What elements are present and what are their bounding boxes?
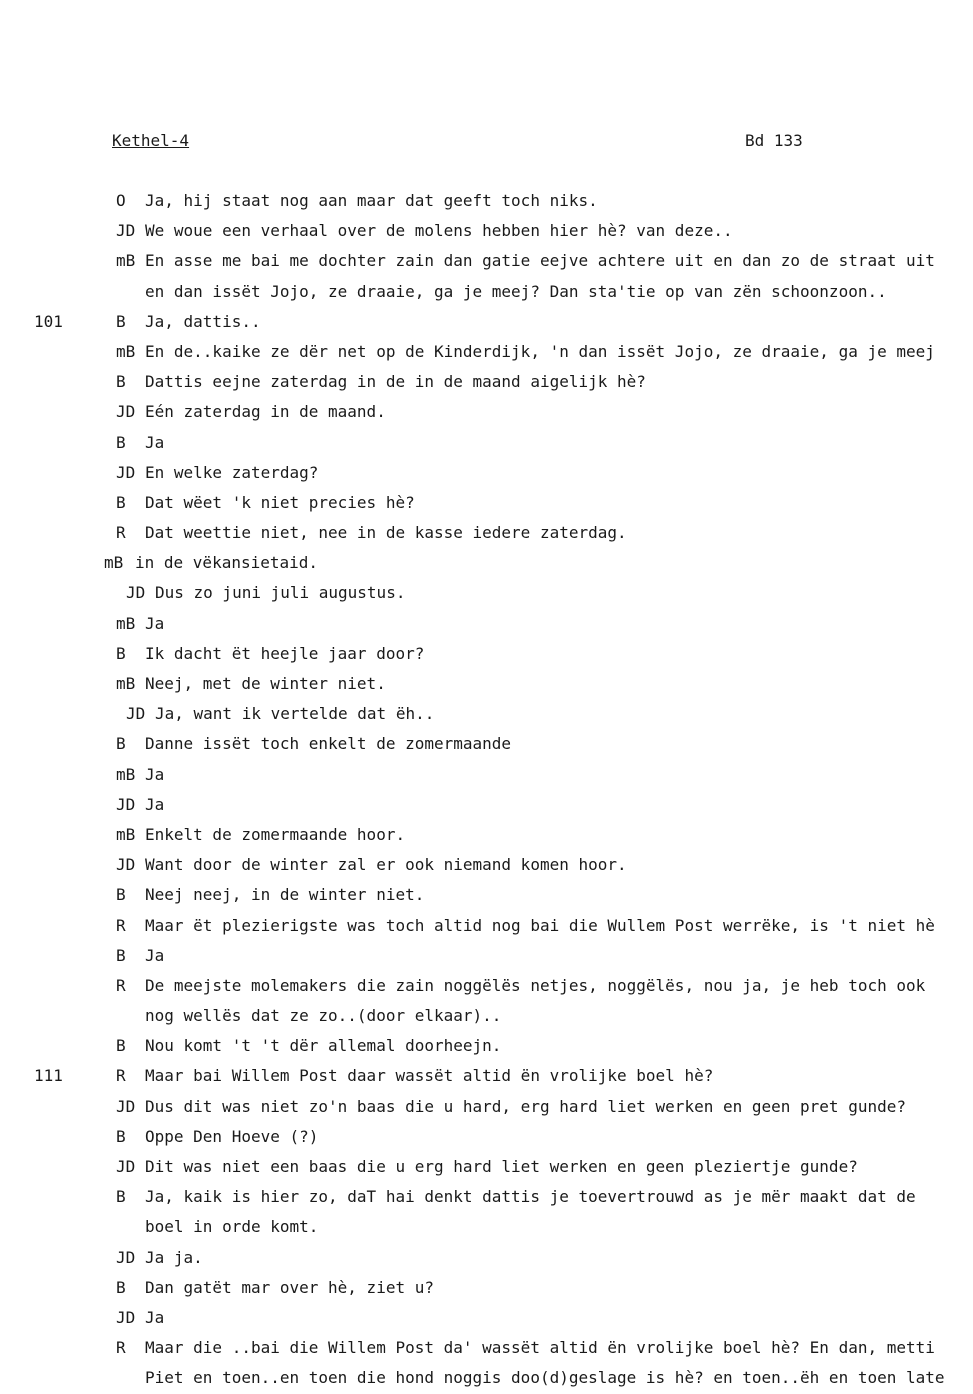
transcript-line bbox=[0, 401, 973, 431]
transcript-line bbox=[0, 703, 973, 733]
utterance-text: Maar die ..bai die Willem Post da' wassët altid ën vrolijke boel hè? En dan, metti bbox=[145, 1338, 935, 1358]
utterance-text: Ja bbox=[145, 613, 165, 633]
transcript-line bbox=[0, 1277, 973, 1307]
transcript-line bbox=[0, 975, 973, 1005]
speaker-label: B bbox=[116, 1277, 126, 1297]
utterance-text: en dan issët Jojo, ze draaie, ga je meej? Dan sta'tie op van zën schoonzoon.. bbox=[145, 281, 887, 301]
utterance-text: Ja, hij staat nog aan maar dat geeft toch niks. bbox=[145, 191, 598, 210]
transcript-line bbox=[0, 190, 973, 220]
speaker-label: mB bbox=[116, 251, 136, 271]
transcript-line bbox=[0, 1035, 973, 1065]
speaker-label: JD bbox=[116, 221, 136, 241]
utterance-text: Dit was niet een baas die u erg hard liet werken en geen pleziertje gunde? bbox=[145, 1157, 858, 1176]
utterance-text: Ja, dattis.. bbox=[145, 311, 261, 331]
speaker-label: B bbox=[116, 432, 126, 452]
speaker-label: JD bbox=[116, 1157, 136, 1176]
speaker-label: mB bbox=[116, 341, 136, 361]
speaker-label: O bbox=[116, 191, 126, 210]
transcript-line bbox=[0, 794, 973, 824]
transcript-line bbox=[0, 1005, 973, 1035]
transcript-line bbox=[0, 1096, 973, 1126]
speaker-label: mB bbox=[116, 764, 136, 784]
speaker-label: R bbox=[116, 975, 126, 995]
transcript-line bbox=[0, 1216, 973, 1246]
utterance-text: We woue een verhaal over de molens hebben hier hè? van deze.. bbox=[145, 221, 733, 241]
utterance-text: Neej neej, in de winter niet. bbox=[145, 885, 425, 905]
transcript-body bbox=[0, 190, 973, 1394]
transcript-line bbox=[0, 915, 973, 945]
transcript-line bbox=[0, 281, 973, 311]
transcript-line bbox=[0, 733, 973, 763]
utterance-text: Neej, met de winter niet. bbox=[145, 674, 386, 693]
utterance-text: Dus zo juni juli augustus. bbox=[155, 583, 406, 603]
utterance-text: Dat wëet 'k niet precies hè? bbox=[145, 492, 415, 512]
utterance-text: Ja ja. bbox=[145, 1247, 203, 1267]
speaker-label: JD bbox=[126, 583, 146, 603]
utterance-text: nog wellës dat ze zo..(door elkaar).. bbox=[145, 1006, 502, 1026]
page-reference: Bd 133 bbox=[745, 131, 803, 150]
utterance-text: De meejste molemakers die zain noggëlës netjes, noggëlës, nou ja, je heb toch ook bbox=[145, 975, 926, 995]
speaker-label: R bbox=[116, 523, 126, 543]
speaker-label: mB bbox=[104, 553, 124, 573]
transcript-line bbox=[0, 582, 973, 612]
speaker-label: mB bbox=[116, 674, 136, 693]
utterance-text: Oppe Den Hoeve (?) bbox=[145, 1126, 319, 1146]
speaker-label: R bbox=[116, 915, 126, 935]
transcript-line bbox=[0, 371, 973, 401]
speaker-label: mB bbox=[116, 613, 136, 633]
speaker-label: JD bbox=[116, 1096, 136, 1116]
utterance-text: Want door de winter zal er ook niemand komen hoor. bbox=[145, 855, 627, 875]
utterance-text: Dattis eejne zaterdag in de in de maand aigelijk hè? bbox=[145, 372, 646, 392]
speaker-label: JD bbox=[116, 1307, 136, 1327]
transcript-line bbox=[0, 854, 973, 884]
line-number: 101 bbox=[34, 311, 63, 331]
transcript-line bbox=[0, 1337, 973, 1367]
utterance-text: Maar bai Willem Post daar wassët altid ën vrolijke boel hè? bbox=[145, 1066, 714, 1086]
utterance-text: Enkelt de zomermaande hoor. bbox=[145, 824, 406, 844]
speaker-label: B bbox=[116, 643, 126, 663]
transcript-line bbox=[0, 492, 973, 522]
utterance-text: in de vëkansietaid. bbox=[135, 553, 319, 573]
utterance-text: Eén zaterdag in de maand. bbox=[145, 402, 386, 422]
speaker-label: JD bbox=[116, 794, 136, 814]
transcript-line bbox=[0, 522, 973, 552]
transcript-line bbox=[0, 643, 973, 673]
transcript-line bbox=[0, 1247, 973, 1277]
utterance-text: Ik dacht ët heejle jaar door? bbox=[145, 643, 425, 663]
utterance-text: Ja bbox=[145, 794, 165, 814]
utterance-text: Ja, want ik vertelde dat ëh.. bbox=[155, 704, 435, 724]
transcript-line bbox=[0, 250, 973, 280]
transcript-line bbox=[0, 341, 973, 371]
utterance-text: Ja bbox=[145, 945, 165, 965]
speaker-label: B bbox=[116, 492, 126, 512]
transcript-line bbox=[0, 1307, 973, 1337]
speaker-label: R bbox=[116, 1338, 126, 1358]
speaker-label: mB bbox=[116, 824, 136, 844]
transcript-line bbox=[0, 945, 973, 975]
speaker-label: B bbox=[116, 1126, 126, 1146]
speaker-label: B bbox=[116, 734, 126, 754]
document-title: Kethel-4 bbox=[112, 131, 190, 150]
transcript-line bbox=[0, 824, 973, 854]
utterance-text: Ja, kaik is hier zo, daT hai denkt dattis je toevertrouwd as je mër maakt dat de bbox=[145, 1187, 916, 1207]
transcript-line bbox=[0, 1367, 973, 1394]
utterance-text: Dat weettie niet, nee in de kasse iedere zaterdag. bbox=[145, 523, 627, 543]
utterance-text: Ja bbox=[145, 432, 165, 452]
utterance-text: En de..kaike ze dër net op de Kinderdijk, 'n dan issët Jojo, ze draaie, ga je meej bbox=[145, 341, 935, 361]
speaker-label: JD bbox=[116, 402, 136, 422]
utterance-text: Dan gatët mar over hè, ziet u? bbox=[145, 1277, 434, 1297]
speaker-label: R bbox=[116, 1066, 126, 1086]
utterance-text: Piet en toen..en toen die hond noggis doo(d)geslage is hè? en toen..ëh en toen late bbox=[145, 1368, 945, 1388]
transcript-line bbox=[0, 462, 973, 492]
transcript-line bbox=[0, 673, 973, 703]
transcript-line bbox=[0, 764, 973, 794]
transcript-line bbox=[0, 1065, 973, 1095]
transcript-line bbox=[0, 220, 973, 250]
speaker-label: B bbox=[116, 1187, 126, 1207]
utterance-text: Dus dit was niet zo'n baas die u hard, erg hard liet werken en geen pret gunde? bbox=[145, 1096, 906, 1116]
utterance-text: Ja bbox=[145, 1307, 165, 1327]
speaker-label: JD bbox=[116, 1247, 136, 1267]
transcript-line bbox=[0, 1186, 973, 1216]
utterance-text: En asse me bai me dochter zain dan gatie eejve achtere uit en dan zo de straat uit bbox=[145, 251, 935, 271]
transcript-line bbox=[0, 432, 973, 462]
transcript-line bbox=[0, 884, 973, 914]
transcript-line bbox=[0, 311, 973, 341]
line-number: 111 bbox=[34, 1066, 63, 1086]
speaker-label: B bbox=[116, 945, 126, 965]
speaker-label: B bbox=[116, 1036, 126, 1056]
transcript-line bbox=[0, 1156, 973, 1186]
transcript-line bbox=[0, 613, 973, 643]
speaker-label: B bbox=[116, 885, 126, 905]
speaker-label: B bbox=[116, 372, 126, 392]
transcript-line bbox=[0, 1126, 973, 1156]
utterance-text: boel in orde komt. bbox=[145, 1217, 319, 1237]
speaker-label: B bbox=[116, 311, 126, 331]
utterance-text: En welke zaterdag? bbox=[145, 462, 319, 482]
speaker-label: JD bbox=[116, 855, 136, 875]
speaker-label: JD bbox=[116, 462, 136, 482]
utterance-text: Nou komt 't 't dër allemal doorheejn. bbox=[145, 1036, 502, 1056]
speaker-label: JD bbox=[126, 704, 146, 724]
utterance-text: Maar ët plezierigste was toch altid nog bai die Wullem Post werrëke, is 't niet hè bbox=[145, 915, 935, 935]
transcript-line bbox=[0, 552, 973, 582]
utterance-text: Danne issët toch enkelt de zomermaande bbox=[145, 734, 512, 754]
utterance-text: Ja bbox=[145, 764, 165, 784]
